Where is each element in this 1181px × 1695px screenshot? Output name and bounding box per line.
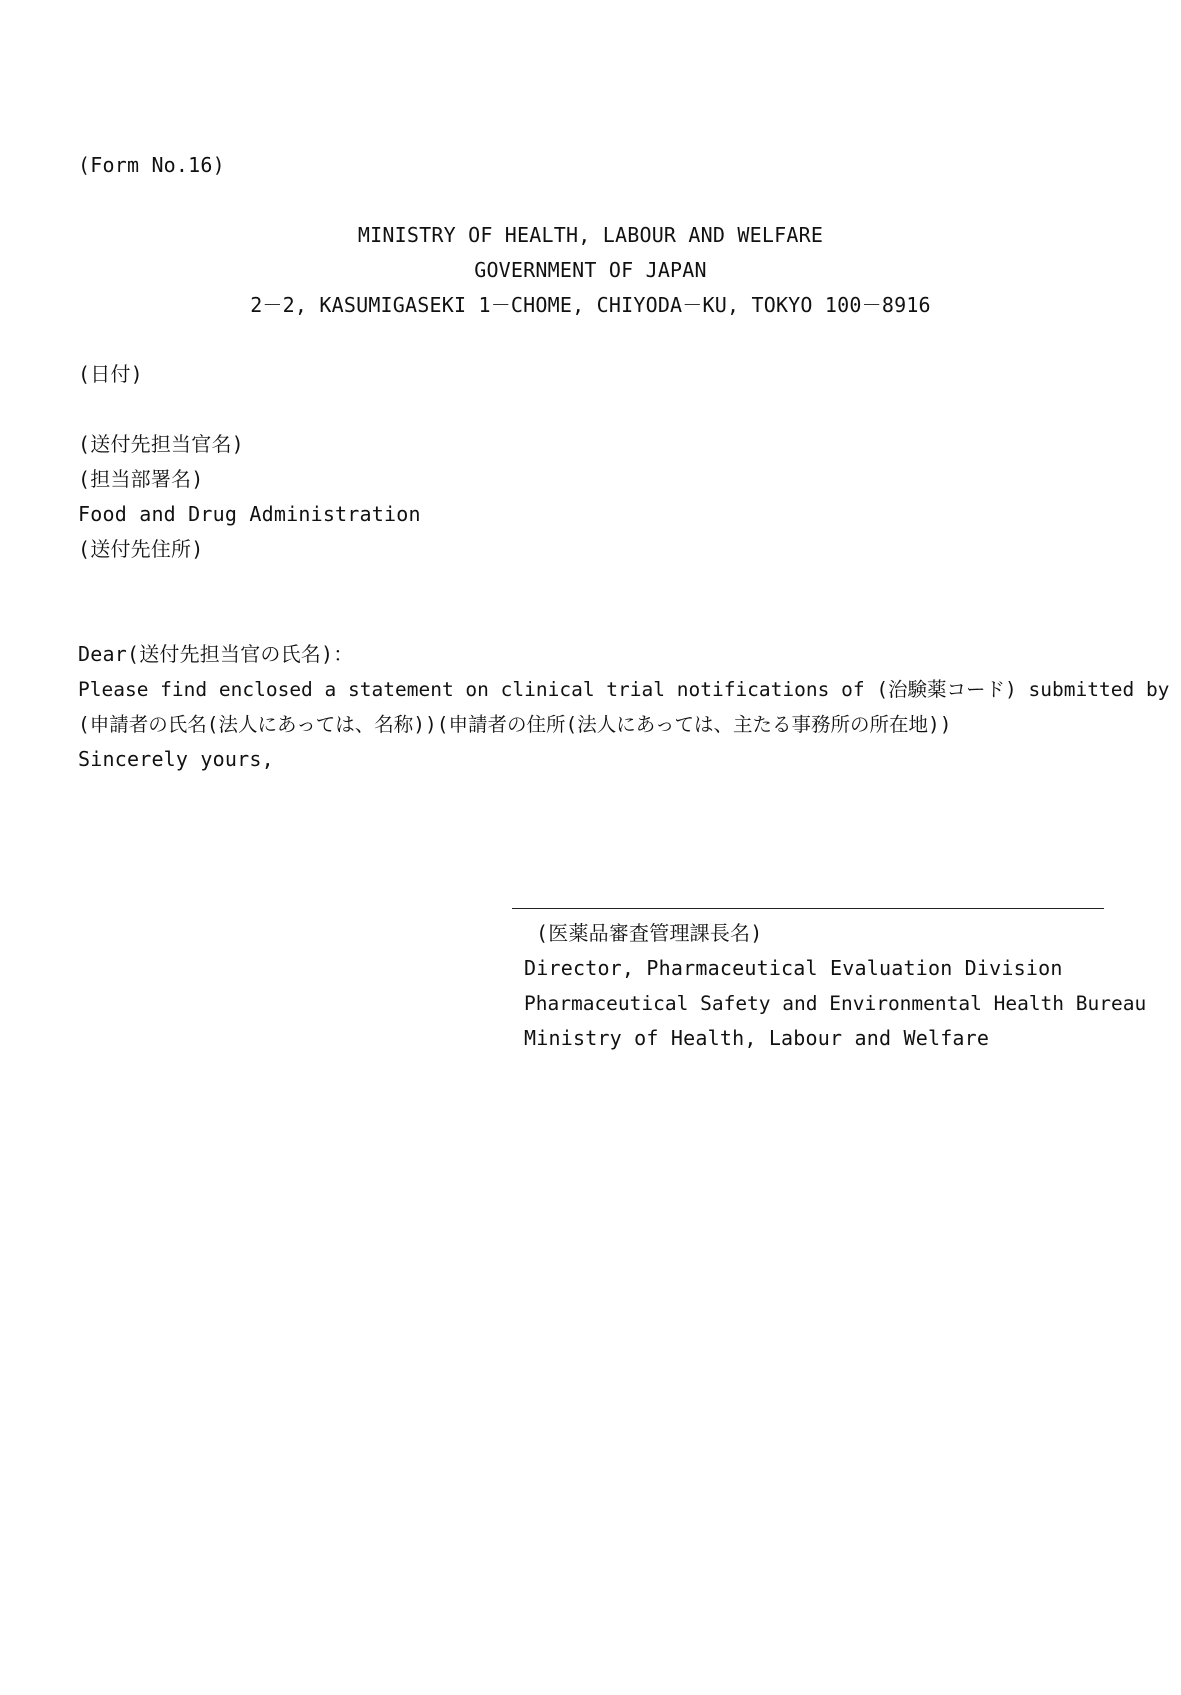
recipient-organization: Food and Drug Administration [78,502,421,526]
body-line-1: Please find enclosed a statement on clinical trial notifications of (治験薬コード) submitted by [78,678,1170,701]
date-placeholder: (日付) [78,362,143,386]
signatory-title: Director, Pharmaceutical Evaluation Division [524,956,1063,980]
recipient-address: (送付先住所) [78,537,204,561]
signatory-bureau: Pharmaceutical Safety and Environmental Health Bureau [524,992,1147,1015]
body-line-2: (申請者の氏名(法人にあっては、名称))(申請者の住所(法人にあっては、主たる事務所の所在地)) [78,713,952,736]
recipient-officer-name: (送付先担当官名) [78,432,244,456]
recipient-department: (担当部署名) [78,467,204,491]
signatory-ministry: Ministry of Health, Labour and Welfare [524,1026,990,1050]
signature-line [512,908,1104,909]
signatory-name: (医薬品審査管理課長名) [536,921,763,945]
form-number: (Form No.16) [78,153,225,177]
letterhead-ministry: MINISTRY OF HEALTH, LABOUR AND WELFARE [357,223,824,247]
closing: Sincerely yours, [78,747,274,771]
letterhead-government: GOVERNMENT OF JAPAN [474,258,707,282]
letterhead-address: 2－2, KASUMIGASEKI 1－CHOME, CHIYODA－KU, TOKYO 100－8916 [250,293,931,317]
salutation: Dear(送付先担当官の氏名)： [78,642,354,666]
